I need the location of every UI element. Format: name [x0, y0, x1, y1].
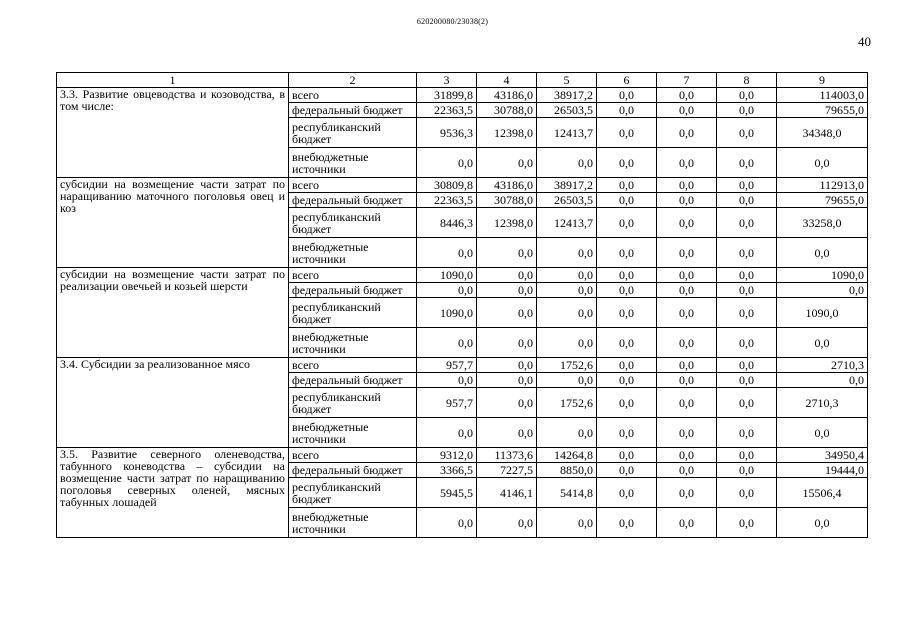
- value-cell: 1090,0: [777, 268, 868, 283]
- funding-source-cell: республиканский бюджет: [289, 208, 417, 238]
- value-cell: 0,0: [477, 358, 537, 373]
- section-title-cell: субсидии на возмещение части затрат по наращиванию маточного поголовья овец и коз: [57, 178, 289, 268]
- value-cell: 0,0: [777, 418, 868, 448]
- value-cell: 0,0: [417, 418, 477, 448]
- value-cell: 7227,5: [477, 463, 537, 478]
- value-cell: 0,0: [597, 193, 657, 208]
- value-cell: 112913,0: [777, 178, 868, 193]
- value-cell: 0,0: [597, 373, 657, 388]
- value-cell: 19444,0: [777, 463, 868, 478]
- value-cell: 0,0: [597, 103, 657, 118]
- value-cell: 0,0: [657, 418, 717, 448]
- funding-source-cell: внебюджетные источники: [289, 148, 417, 178]
- funding-source-cell: внебюджетные источники: [289, 328, 417, 358]
- value-cell: 0,0: [717, 238, 777, 268]
- value-cell: 12413,7: [537, 118, 597, 148]
- value-cell: 0,0: [597, 148, 657, 178]
- column-header: 3: [417, 73, 477, 88]
- value-cell: 0,0: [657, 508, 717, 538]
- value-cell: 0,0: [537, 238, 597, 268]
- value-cell: 0,0: [477, 238, 537, 268]
- funding-source-cell: республиканский бюджет: [289, 298, 417, 328]
- table-row: [57, 358, 868, 373]
- value-cell: 0,0: [717, 418, 777, 448]
- value-cell: 0,0: [717, 448, 777, 463]
- value-cell: 31899,8: [417, 88, 477, 103]
- value-cell: 1090,0: [777, 298, 868, 328]
- value-cell: 0,0: [657, 208, 717, 238]
- value-cell: 0,0: [417, 508, 477, 538]
- column-header: 6: [597, 73, 657, 88]
- value-cell: 0,0: [537, 283, 597, 298]
- value-cell: 0,0: [777, 328, 868, 358]
- value-cell: 0,0: [597, 298, 657, 328]
- value-cell: 0,0: [597, 388, 657, 418]
- value-cell: 0,0: [597, 208, 657, 238]
- value-cell: 0,0: [477, 298, 537, 328]
- value-cell: 12398,0: [477, 208, 537, 238]
- value-cell: 0,0: [717, 463, 777, 478]
- value-cell: 0,0: [417, 283, 477, 298]
- section-title-cell: 3.4. Субсидии за реализованное мясо: [57, 358, 289, 448]
- value-cell: 0,0: [717, 208, 777, 238]
- table-row: [57, 268, 868, 283]
- value-cell: 0,0: [717, 328, 777, 358]
- value-cell: 957,7: [417, 388, 477, 418]
- value-cell: 0,0: [537, 298, 597, 328]
- value-cell: 38917,2: [537, 88, 597, 103]
- value-cell: 8446,3: [417, 208, 477, 238]
- value-cell: 0,0: [657, 268, 717, 283]
- value-cell: 30788,0: [477, 193, 537, 208]
- value-cell: 26503,5: [537, 193, 597, 208]
- document-id: 620200080/23038(2): [416, 17, 489, 26]
- value-cell: 1752,6: [537, 388, 597, 418]
- column-header: 9: [777, 73, 868, 88]
- funding-source-cell: федеральный бюджет: [289, 283, 417, 298]
- value-cell: 0,0: [717, 388, 777, 418]
- value-cell: 0,0: [537, 268, 597, 283]
- value-cell: 0,0: [477, 373, 537, 388]
- value-cell: 0,0: [657, 283, 717, 298]
- funding-source-cell: федеральный бюджет: [289, 193, 417, 208]
- value-cell: 38917,2: [537, 178, 597, 193]
- value-cell: 0,0: [417, 373, 477, 388]
- value-cell: 22363,5: [417, 193, 477, 208]
- value-cell: 0,0: [717, 268, 777, 283]
- value-cell: 0,0: [597, 478, 657, 508]
- value-cell: 0,0: [477, 328, 537, 358]
- funding-source-cell: всего: [289, 448, 417, 463]
- value-cell: 2710,3: [777, 388, 868, 418]
- value-cell: 0,0: [657, 448, 717, 463]
- value-cell: 43186,0: [477, 178, 537, 193]
- value-cell: 26503,5: [537, 103, 597, 118]
- value-cell: 22363,5: [417, 103, 477, 118]
- value-cell: 0,0: [597, 508, 657, 538]
- value-cell: 0,0: [777, 508, 868, 538]
- value-cell: 0,0: [657, 178, 717, 193]
- table-row: [57, 448, 868, 463]
- value-cell: 43186,0: [477, 88, 537, 103]
- value-cell: 0,0: [537, 508, 597, 538]
- value-cell: 11373,6: [477, 448, 537, 463]
- value-cell: 0,0: [657, 373, 717, 388]
- value-cell: 1090,0: [417, 298, 477, 328]
- value-cell: 0,0: [657, 388, 717, 418]
- value-cell: 0,0: [477, 148, 537, 178]
- funding-source-cell: внебюджетные источники: [289, 418, 417, 448]
- value-cell: 0,0: [657, 88, 717, 103]
- value-cell: 0,0: [717, 478, 777, 508]
- value-cell: 0,0: [717, 298, 777, 328]
- section-title-cell: 3.5. Развитие северного оленеводства, табунного коневодства – субсидии на возмещение части затрат по наращиванию поголовья северных оленей, мясных табунных лошадей: [57, 448, 289, 538]
- value-cell: 0,0: [717, 373, 777, 388]
- value-cell: 0,0: [537, 328, 597, 358]
- column-header: 5: [537, 73, 597, 88]
- value-cell: 0,0: [477, 388, 537, 418]
- value-cell: 0,0: [477, 283, 537, 298]
- value-cell: 1090,0: [417, 268, 477, 283]
- table-row: [57, 88, 868, 103]
- value-cell: 4146,1: [477, 478, 537, 508]
- value-cell: 0,0: [657, 238, 717, 268]
- value-cell: 0,0: [417, 328, 477, 358]
- value-cell: 3366,5: [417, 463, 477, 478]
- value-cell: 8850,0: [537, 463, 597, 478]
- value-cell: 0,0: [657, 193, 717, 208]
- value-cell: 0,0: [417, 238, 477, 268]
- budget-table: [56, 72, 868, 538]
- value-cell: 15506,4: [777, 478, 868, 508]
- value-cell: 0,0: [597, 448, 657, 463]
- value-cell: 0,0: [717, 508, 777, 538]
- value-cell: 79655,0: [777, 193, 868, 208]
- value-cell: 0,0: [657, 478, 717, 508]
- value-cell: 0,0: [717, 178, 777, 193]
- value-cell: 0,0: [537, 148, 597, 178]
- value-cell: 5945,5: [417, 478, 477, 508]
- value-cell: 0,0: [597, 358, 657, 373]
- value-cell: 2710,3: [777, 358, 868, 373]
- value-cell: 0,0: [657, 463, 717, 478]
- value-cell: 0,0: [597, 238, 657, 268]
- value-cell: 12398,0: [477, 118, 537, 148]
- value-cell: 1752,6: [537, 358, 597, 373]
- value-cell: 957,7: [417, 358, 477, 373]
- value-cell: 34348,0: [777, 118, 868, 148]
- value-cell: 9536,3: [417, 118, 477, 148]
- value-cell: 34950,4: [777, 448, 868, 463]
- column-header: 2: [289, 73, 417, 88]
- value-cell: 0,0: [597, 88, 657, 103]
- value-cell: 114003,0: [777, 88, 868, 103]
- value-cell: 0,0: [597, 178, 657, 193]
- section-title-cell: 3.3. Развитие овцеводства и козоводства, в том числе:: [57, 88, 289, 178]
- value-cell: 0,0: [657, 103, 717, 118]
- value-cell: 0,0: [417, 148, 477, 178]
- value-cell: 0,0: [597, 463, 657, 478]
- value-cell: 14264,8: [537, 448, 597, 463]
- value-cell: 33258,0: [777, 208, 868, 238]
- value-cell: 0,0: [717, 283, 777, 298]
- column-header: 1: [57, 73, 289, 88]
- value-cell: 0,0: [597, 118, 657, 148]
- value-cell: 0,0: [537, 373, 597, 388]
- funding-source-cell: всего: [289, 268, 417, 283]
- value-cell: 0,0: [477, 418, 537, 448]
- value-cell: 0,0: [657, 328, 717, 358]
- value-cell: 0,0: [717, 358, 777, 373]
- column-header: 8: [717, 73, 777, 88]
- column-header: 7: [657, 73, 717, 88]
- funding-source-cell: федеральный бюджет: [289, 103, 417, 118]
- value-cell: 12413,7: [537, 208, 597, 238]
- value-cell: 9312,0: [417, 448, 477, 463]
- value-cell: 0,0: [717, 118, 777, 148]
- value-cell: 5414,8: [537, 478, 597, 508]
- value-cell: 0,0: [477, 508, 537, 538]
- value-cell: 30809,8: [417, 178, 477, 193]
- value-cell: 0,0: [657, 148, 717, 178]
- funding-source-cell: федеральный бюджет: [289, 373, 417, 388]
- funding-source-cell: всего: [289, 88, 417, 103]
- funding-source-cell: внебюджетные источники: [289, 508, 417, 538]
- value-cell: 0,0: [657, 358, 717, 373]
- funding-source-cell: республиканский бюджет: [289, 478, 417, 508]
- value-cell: 0,0: [597, 328, 657, 358]
- page-number: 40: [858, 34, 871, 49]
- value-cell: 0,0: [777, 373, 868, 388]
- funding-source-cell: внебюджетные источники: [289, 238, 417, 268]
- value-cell: 0,0: [597, 268, 657, 283]
- value-cell: 30788,0: [477, 103, 537, 118]
- value-cell: 0,0: [597, 283, 657, 298]
- value-cell: 0,0: [537, 418, 597, 448]
- value-cell: 0,0: [657, 118, 717, 148]
- value-cell: 0,0: [717, 88, 777, 103]
- funding-source-cell: федеральный бюджет: [289, 463, 417, 478]
- value-cell: 0,0: [657, 298, 717, 328]
- value-cell: 79655,0: [777, 103, 868, 118]
- value-cell: 0,0: [597, 418, 657, 448]
- value-cell: 0,0: [717, 148, 777, 178]
- funding-source-cell: республиканский бюджет: [289, 118, 417, 148]
- column-number-row: [57, 73, 868, 88]
- value-cell: 0,0: [777, 238, 868, 268]
- value-cell: 0,0: [777, 148, 868, 178]
- value-cell: 0,0: [717, 193, 777, 208]
- value-cell: 0,0: [717, 103, 777, 118]
- value-cell: 0,0: [777, 283, 868, 298]
- funding-source-cell: республиканский бюджет: [289, 388, 417, 418]
- column-header: 4: [477, 73, 537, 88]
- funding-source-cell: всего: [289, 358, 417, 373]
- funding-source-cell: всего: [289, 178, 417, 193]
- section-title-cell: субсидии на возмещение части затрат по реализации овечьей и козьей шерсти: [57, 268, 289, 358]
- value-cell: 0,0: [477, 268, 537, 283]
- table-row: [57, 178, 868, 193]
- table-body: [57, 88, 868, 538]
